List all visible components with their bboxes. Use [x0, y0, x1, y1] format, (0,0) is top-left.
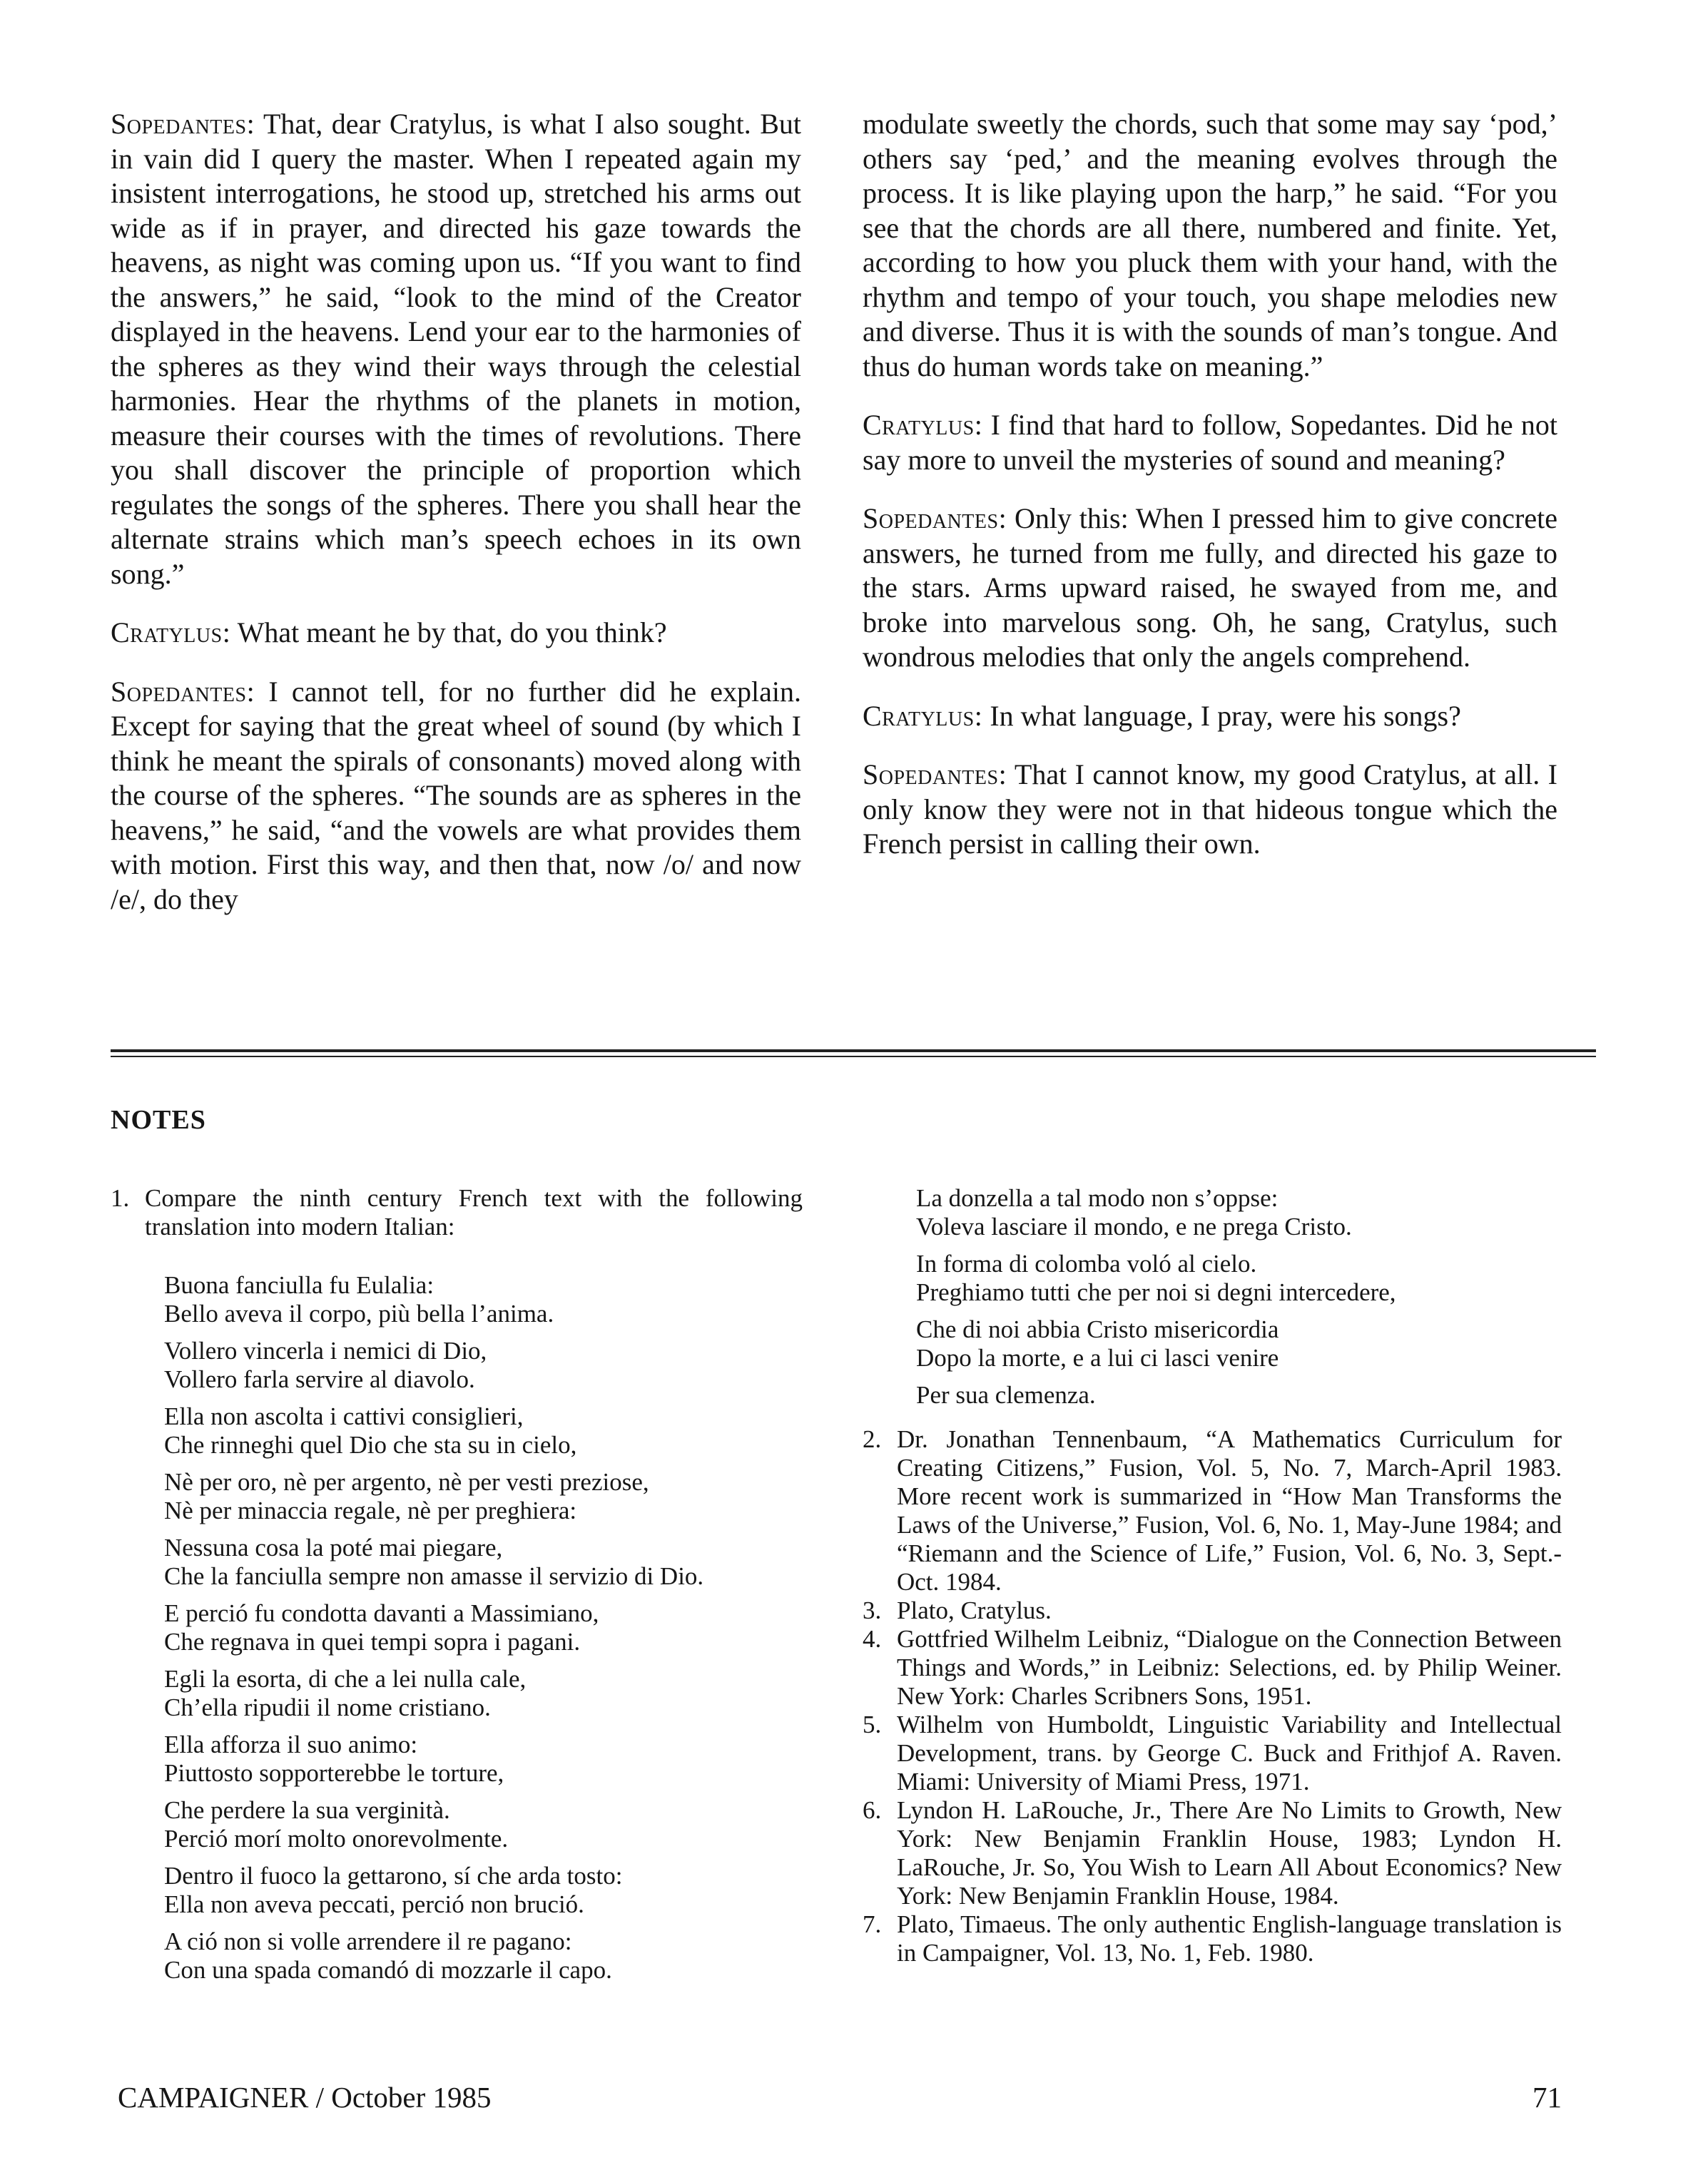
poem-line: Preghiamo tutti che per noi si degni intercedere,	[916, 1278, 1396, 1306]
poem-stanza	[916, 1381, 1562, 1410]
dialogue-paragraph	[863, 501, 1557, 675]
poem-line: E perció fu condotta davanti a Massimiano,	[164, 1599, 599, 1627]
notes-left-column	[111, 1184, 803, 1993]
dialogue-text: That, dear Cratylus, is what I also sought. But in vain did I query the master. When I repeated again my insistent interrogations, he stood up, stretched his arms out wide as if in prayer, and directed his gaze towards the heavens, as night was coming upon us. “If you want to find the answers,” he said, “look to the mind of the Creator displayed in the heavens. Lend your ear to the harmonies of the spheres as they wind their ways through the celestial harmonies. Hear the rhythms of the planets in motion, measure their courses with the times of revolutions. There you shall discover the principle of proportion which regulates the songs of the spheres. There you shall hear the alternate strains which man’s speech echoes in its own song.”	[111, 108, 801, 590]
page-number: 71	[1532, 2081, 1562, 2114]
notes-list	[863, 1425, 1562, 1967]
dialogue-paragraph	[863, 758, 1557, 862]
poem-stanza	[164, 1534, 803, 1591]
poem-line: Ch’ella ripudii il nome cristiano.	[164, 1693, 491, 1721]
speaker-name: Cratylus:	[863, 409, 983, 441]
note-item	[863, 1910, 1562, 1967]
poem-line: Che rinneghi quel Dio che sta su in cielo,	[164, 1431, 577, 1459]
note-item	[863, 1796, 1562, 1910]
poem-line: Bello aveva il corpo, più bella l’anima.	[164, 1300, 554, 1328]
poem-stanza	[916, 1315, 1562, 1372]
note-text: Wilhelm von Humboldt, Linguistic Variability and Intellectual Development, trans. by George C. Buck and Frithjof A. Raven. Miami: University of Miami Press, 1971.	[897, 1711, 1562, 1795]
dialogue-left-column	[111, 107, 801, 941]
dialogue-paragraph	[863, 699, 1557, 734]
poem-line: A ció non si volle arrendere il re pagano:	[164, 1927, 572, 1955]
poem-stanza	[164, 1402, 803, 1460]
poem-stanza	[916, 1184, 1562, 1241]
poem-line: Che perdere la sua verginità.	[164, 1796, 450, 1824]
speaker-name: Cratylus:	[863, 699, 983, 732]
poem-stanza	[164, 1927, 803, 1985]
poem-line: Ella non ascolta i cattivi consiglieri,	[164, 1402, 524, 1430]
dialogue-text: modulate sweetly the chords, such that some may say ‘pod,’ others say ‘ped,’ and the meaning evolves through the process. It is like playing upon the harp,” he said. “For you see that the chords are all there, numbered and finite. Yet, according to how you pluck them with your hand, with the rhythm and tempo of your touch, you shape melodies new and diverse. Thus it is with the sounds of man’s tongue. And thus do human words take on meaning.”	[863, 108, 1557, 382]
note-text: Lyndon H. LaRouche, Jr., There Are No Limits to Growth, New York: New Benjamin Franklin House, 1983; Lyndon H. LaRouche, Jr. So, You Wish to Learn All About Economics? New York: New Benjamin Franklin House, 1984.	[897, 1796, 1562, 1910]
note-text: Gottfried Wilhelm Leibniz, “Dialogue on the Connection Between Things and Words,” in Leibniz: Selections, ed. by Philip Weiner. New York: Charles Scribners Sons, 1951.	[897, 1625, 1562, 1710]
poem-line: Vollero farla servire al diavolo.	[164, 1365, 475, 1393]
italian-poem-left	[111, 1271, 803, 1985]
poem-stanza	[164, 1731, 803, 1788]
poem-line: La donzella a tal modo non s’oppse:	[916, 1184, 1279, 1212]
poem-line: Perció morí molto onorevolmente.	[164, 1825, 509, 1853]
dialogue-paragraph	[111, 675, 801, 917]
poem-stanza	[164, 1796, 803, 1853]
poem-stanza	[916, 1250, 1562, 1307]
note-number: 1.	[111, 1184, 130, 1212]
note-item	[863, 1625, 1562, 1711]
note-intro: Compare the ninth century French text with the following translation into modern Italian:	[145, 1184, 803, 1241]
poem-stanza	[164, 1337, 803, 1394]
poem-stanza	[164, 1862, 803, 1919]
note-item	[863, 1711, 1562, 1796]
poem-line: Che regnava in quei tempi sopra i pagani.	[164, 1628, 581, 1656]
note-text: Plato, Cratylus.	[897, 1596, 1052, 1624]
poem-line: Ella afforza il suo animo:	[164, 1731, 418, 1758]
poem-line: Nè per minaccia regale, nè per preghiera:	[164, 1497, 577, 1524]
poem-stanza	[164, 1665, 803, 1722]
note-1	[111, 1184, 803, 1241]
dialogue-text: In what language, I pray, were his songs?	[990, 699, 1461, 732]
poem-line: Che la fanciulla sempre non amasse il servizio di Dio.	[164, 1562, 704, 1590]
notes-right-column	[863, 1184, 1562, 1967]
note-number: 7.	[863, 1910, 882, 1938]
poem-line: Con una spada comandó di mozzarle il capo.	[164, 1956, 612, 1984]
note-number: 4.	[863, 1625, 882, 1653]
dialogue-paragraph	[111, 616, 801, 651]
poem-line: Nessuna cosa la poté mai piegare,	[164, 1534, 503, 1562]
dialogue-right-column	[863, 107, 1557, 886]
note-text: Plato, Timaeus. The only authentic English-language translation is in Campaigner, Vol. 13, No. 1, Feb. 1980.	[897, 1910, 1562, 1967]
poem-line: Ella non aveva peccati, perció non brució.	[164, 1890, 584, 1918]
dialogue-text: I cannot tell, for no further did he explain. Except for saying that the great wheel of sound (by which I think he meant the spirals of consonants) moved along with the course of the spheres. “The sounds are as spheres in the heavens,” he said, “and the vowels are what provides them with motion. First this way, and then that, now /o/ and now /e/, do they	[111, 675, 801, 915]
dialogue-text: I find that hard to follow, Sopedantes. Did he not say more to unveil the mysteries of sound and meaning?	[863, 409, 1558, 476]
speaker-name: Sopedantes:	[111, 675, 255, 708]
dialogue-text: What meant he by that, do you think?	[237, 616, 667, 648]
speaker-name: Sopedantes:	[863, 502, 1007, 534]
dialogue-paragraph	[863, 408, 1557, 477]
speaker-name: Sopedantes:	[111, 108, 255, 140]
poem-line: Nè per oro, nè per argento, nè per vesti preziose,	[164, 1468, 649, 1496]
note-item	[863, 1596, 1562, 1625]
footer-publication: CAMPAIGNER / October 1985	[118, 2081, 492, 2114]
speaker-name: Cratylus:	[111, 616, 231, 648]
speaker-name: Sopedantes:	[863, 758, 1007, 790]
note-number: 6.	[863, 1796, 882, 1824]
poem-line: Voleva lasciare il mondo, e ne prega Cristo.	[916, 1213, 1352, 1241]
section-divider-thick	[111, 1049, 1596, 1052]
note-number: 3.	[863, 1596, 882, 1624]
poem-line: Dentro il fuoco la gettarono, sí che arda tosto:	[164, 1862, 623, 1890]
poem-line: Che di noi abbia Cristo misericordia	[916, 1315, 1279, 1343]
dialogue-paragraph	[111, 107, 801, 591]
poem-line: Piuttosto sopporterebbe le torture,	[164, 1759, 504, 1787]
note-number: 2.	[863, 1425, 882, 1453]
italian-poem-right	[863, 1184, 1562, 1410]
poem-line: In forma di colomba voló al cielo.	[916, 1250, 1257, 1278]
dialogue-paragraph	[863, 107, 1557, 384]
section-divider-thin	[111, 1056, 1596, 1057]
poem-line: Dopo la morte, e a lui ci lasci venire	[916, 1344, 1279, 1372]
poem-line: Vollero vincerla i nemici di Dio,	[164, 1337, 487, 1365]
poem-stanza	[164, 1599, 803, 1656]
poem-line: Per sua clemenza.	[916, 1381, 1096, 1409]
dialogue-text: That I cannot know, my good Cratylus, at all. I only know they were not in that hideous tongue which the French persist in calling their own.	[863, 758, 1558, 860]
note-item	[863, 1425, 1562, 1596]
poem-stanza	[164, 1271, 803, 1328]
poem-line: Egli la esorta, di che a lei nulla cale,	[164, 1665, 527, 1693]
dialogue-text: Only this: When I pressed him to give concrete answers, he turned from me fully, and directed his gaze to the stars. Arms upward raised, he swayed from me, and broke into marvelous song. Oh, he sang, Cratylus, such wondrous melodies that only the angels comprehend.	[863, 502, 1557, 673]
notes-heading: NOTES	[111, 1105, 206, 1135]
poem-stanza	[164, 1468, 803, 1525]
note-number: 5.	[863, 1711, 882, 1738]
note-text: Dr. Jonathan Tennenbaum, “A Mathematics Curriculum for Creating Citizens,” Fusion, Vol. 5, No. 7, March-April 1983. More recent work is summarized in “How Man Transforms the Laws of the Universe,” Fusion, Vol. 6, No. 1, May-June 1984; and “Riemann and the Science of Life,” Fusion, Vol. 6, No. 3, Sept.-Oct. 1984.	[897, 1425, 1562, 1596]
poem-line: Buona fanciulla fu Eulalia:	[164, 1271, 434, 1299]
